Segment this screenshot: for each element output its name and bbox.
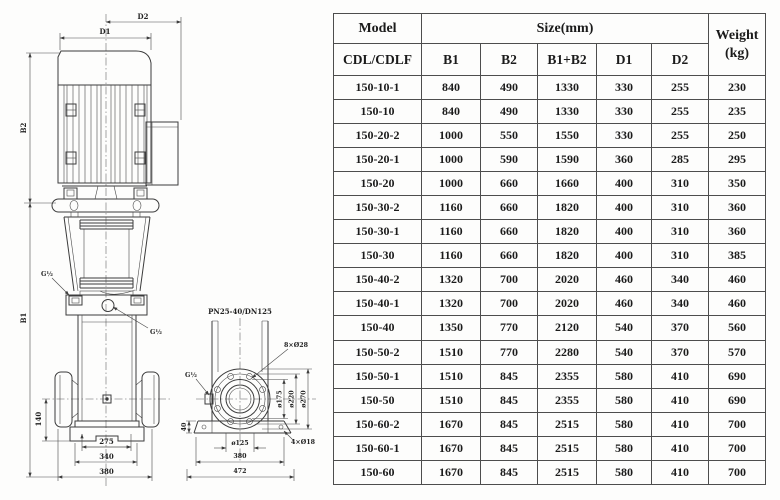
d2-cell: 410 (652, 388, 709, 412)
d1-cell: 400 (597, 172, 652, 196)
weight-cell: 460 (709, 292, 766, 316)
b1-cell: 1160 (422, 244, 481, 268)
pump-front-view (19, 12, 181, 488)
b1b2-cell: 1820 (538, 244, 597, 268)
model-cell: 150-30 (334, 244, 422, 268)
pump-drawing-svg (0, 0, 333, 500)
d1-cell: 580 (597, 436, 652, 460)
weight-cell: 350 (709, 172, 766, 196)
dim-label-140: 140 (34, 411, 43, 427)
plug-label-drain: G½ (150, 329, 162, 336)
dia-270-label: ø270 (300, 390, 308, 408)
d1-cell: 580 (597, 412, 652, 436)
weight-cell: 690 (709, 364, 766, 388)
table-row (334, 436, 766, 460)
table-row (334, 220, 766, 244)
d1-cell: 580 (597, 388, 652, 412)
model-cell: 150-40-2 (334, 268, 422, 292)
weight-cell: 230 (709, 76, 766, 100)
b1b2-cell: 1550 (538, 124, 597, 148)
weight-cell: 385 (709, 244, 766, 268)
b1-cell: 1510 (422, 388, 481, 412)
b1-cell: 840 (422, 100, 481, 124)
table-row (334, 292, 766, 316)
b2-cell: 660 (481, 172, 538, 196)
side-dim-380-label: 380 (233, 453, 247, 460)
d1-cell: 400 (597, 196, 652, 220)
weight-label-line2: (kg) (724, 45, 750, 61)
weight-cell: 360 (709, 196, 766, 220)
table-row (334, 364, 766, 388)
b1-cell: 1670 (422, 436, 481, 460)
b2-cell: 845 (481, 364, 538, 388)
b1b2-cell: 2280 (538, 340, 597, 364)
bolt-holes-label: 8×Ø28 (284, 342, 308, 349)
model-cell: 150-10-1 (334, 76, 422, 100)
b1b2-cell: 1590 (538, 148, 597, 172)
pump-head (66, 291, 147, 315)
model-cell: 150-50-1 (334, 364, 422, 388)
col-header-b2: B2 (481, 44, 538, 76)
weight-cell: 700 (709, 460, 766, 484)
b2-cell: 490 (481, 76, 538, 100)
model-cell: 150-60-1 (334, 436, 422, 460)
side-plug-label: G½ (185, 372, 197, 379)
d2-cell: 255 (652, 124, 709, 148)
table-row (334, 172, 766, 196)
front-view-dimensions (19, 12, 181, 481)
d2-cell: 340 (652, 268, 709, 292)
d2-cell: 255 (652, 100, 709, 124)
table-row (334, 268, 766, 292)
spec-table (333, 13, 766, 485)
d1-cell: 330 (597, 124, 652, 148)
d1-cell: 580 (597, 364, 652, 388)
b2-cell: 550 (481, 124, 538, 148)
table-row (334, 340, 766, 364)
pump-side-view (181, 307, 316, 481)
col-header-b1: B1 (422, 44, 481, 76)
b2-cell: 700 (481, 268, 538, 292)
b2-cell: 700 (481, 292, 538, 316)
b2-cell: 845 (481, 460, 538, 484)
d2-cell: 410 (652, 412, 709, 436)
col-header-d2: D2 (652, 44, 709, 76)
d2-cell: 285 (652, 148, 709, 172)
b1-cell: 1320 (422, 268, 481, 292)
col-header-model-series: CDL/CDLF (334, 44, 422, 76)
b1b2-cell: 2020 (538, 268, 597, 292)
dim-472-label: 472 (233, 468, 247, 475)
table-row (334, 100, 766, 124)
weight-cell: 295 (709, 148, 766, 172)
weight-cell: 460 (709, 268, 766, 292)
table-row (334, 148, 766, 172)
b2-cell: 845 (481, 388, 538, 412)
b1b2-cell: 1330 (538, 76, 597, 100)
d2-cell: 310 (652, 244, 709, 268)
weight-cell: 690 (709, 388, 766, 412)
spec-table-pane (333, 13, 765, 485)
b2-cell: 770 (481, 340, 538, 364)
dia-220-label: ø220 (288, 390, 296, 408)
weight-cell: 560 (709, 316, 766, 340)
dia-175-label: ø175 (276, 390, 284, 408)
col-header-model: Model (334, 14, 422, 44)
b1b2-cell: 2020 (538, 292, 597, 316)
table-row (334, 76, 766, 100)
col-header-weight (709, 14, 766, 76)
model-cell: 150-50 (334, 388, 422, 412)
weight-cell: 570 (709, 340, 766, 364)
mounting-flange (52, 199, 159, 217)
d2-cell: 255 (652, 76, 709, 100)
side-view-dimensions (181, 342, 316, 481)
port-flanges (55, 372, 159, 427)
table-row (334, 196, 766, 220)
pump-drawing (0, 0, 333, 500)
b1b2-cell: 2120 (538, 316, 597, 340)
model-cell: 150-20-2 (334, 124, 422, 148)
b1b2-cell: 2515 (538, 460, 597, 484)
dim-label-340: 340 (99, 452, 114, 461)
spec-table-body (334, 76, 766, 485)
d1-cell: 460 (597, 292, 652, 316)
b2-cell: 490 (481, 100, 538, 124)
model-cell: 150-20-1 (334, 148, 422, 172)
table-row (334, 244, 766, 268)
d2-cell: 410 (652, 460, 709, 484)
pump-stool (64, 217, 150, 294)
d2-cell: 310 (652, 172, 709, 196)
b1b2-cell: 1820 (538, 220, 597, 244)
col-header-b1b2: B1+B2 (538, 44, 597, 76)
weight-cell: 700 (709, 412, 766, 436)
b2-cell: 660 (481, 220, 538, 244)
model-cell: 150-30-2 (334, 196, 422, 220)
b2-cell: 770 (481, 316, 538, 340)
b2-cell: 660 (481, 196, 538, 220)
side-view-base (194, 421, 291, 433)
d1-cell: 540 (597, 340, 652, 364)
d2-cell: 410 (652, 436, 709, 460)
d1-cell: 540 (597, 316, 652, 340)
b1-cell: 1160 (422, 196, 481, 220)
b1-cell: 1000 (422, 124, 481, 148)
model-cell: 150-40 (334, 316, 422, 340)
col-header-size-group: Size(mm) (422, 14, 709, 44)
d2-cell: 410 (652, 364, 709, 388)
b1b2-cell: 2515 (538, 412, 597, 436)
model-cell: 150-30-1 (334, 220, 422, 244)
dim-label-d1: D1 (99, 27, 111, 36)
d2-cell: 310 (652, 220, 709, 244)
d1-cell: 330 (597, 100, 652, 124)
d1-cell: 460 (597, 268, 652, 292)
model-cell: 150-10 (334, 100, 422, 124)
dim-label-d2: D2 (137, 12, 149, 21)
d1-cell: 360 (597, 148, 652, 172)
dia-125-label: ø125 (231, 440, 249, 447)
flange-spec-label: PN25-40/DN125 (208, 307, 272, 316)
b1b2-cell: 2515 (538, 436, 597, 460)
weight-cell: 700 (709, 436, 766, 460)
b1b2-cell: 2355 (538, 388, 597, 412)
model-cell: 150-20 (334, 172, 422, 196)
b1b2-cell: 1660 (538, 172, 597, 196)
b1-cell: 1320 (422, 292, 481, 316)
b1-cell: 1350 (422, 316, 481, 340)
table-row (334, 460, 766, 484)
b1b2-cell: 1820 (538, 196, 597, 220)
dim-40-label: 40 (181, 422, 188, 432)
weight-cell: 235 (709, 100, 766, 124)
b2-cell: 590 (481, 148, 538, 172)
col-header-d1: D1 (597, 44, 652, 76)
b2-cell: 845 (481, 412, 538, 436)
dim-label-b1: B1 (19, 312, 28, 324)
weight-cell: 250 (709, 124, 766, 148)
d2-cell: 370 (652, 316, 709, 340)
b1b2-cell: 1330 (538, 100, 597, 124)
d2-cell: 310 (652, 196, 709, 220)
dim-label-380: 380 (99, 467, 114, 476)
table-row (334, 316, 766, 340)
b1-cell: 1510 (422, 340, 481, 364)
pump-barrel (78, 315, 136, 421)
table-row (334, 124, 766, 148)
model-cell: 150-60 (334, 460, 422, 484)
b1-cell: 1510 (422, 364, 481, 388)
d1-cell: 580 (597, 460, 652, 484)
dim-label-275: 275 (99, 437, 114, 446)
table-row (334, 412, 766, 436)
model-cell: 150-60-2 (334, 412, 422, 436)
b1-cell: 1000 (422, 148, 481, 172)
weight-label-line1: Weight (715, 28, 759, 43)
b1-cell: 1670 (422, 412, 481, 436)
base-holes-label: 4×Ø18 (291, 439, 315, 446)
d1-cell: 330 (597, 76, 652, 100)
b2-cell: 845 (481, 436, 538, 460)
model-cell: 150-50-2 (334, 340, 422, 364)
b1-cell: 1160 (422, 220, 481, 244)
b1b2-cell: 2355 (538, 364, 597, 388)
model-cell: 150-40-1 (334, 292, 422, 316)
b2-cell: 660 (481, 244, 538, 268)
b1-cell: 840 (422, 76, 481, 100)
d2-cell: 340 (652, 292, 709, 316)
weight-cell: 360 (709, 220, 766, 244)
d1-cell: 400 (597, 244, 652, 268)
table-row (334, 388, 766, 412)
b1-cell: 1000 (422, 172, 481, 196)
plug-label-head: G½ (41, 271, 53, 278)
dim-label-b2: B2 (19, 122, 28, 134)
d1-cell: 400 (597, 220, 652, 244)
b1-cell: 1670 (422, 460, 481, 484)
d2-cell: 370 (652, 340, 709, 364)
